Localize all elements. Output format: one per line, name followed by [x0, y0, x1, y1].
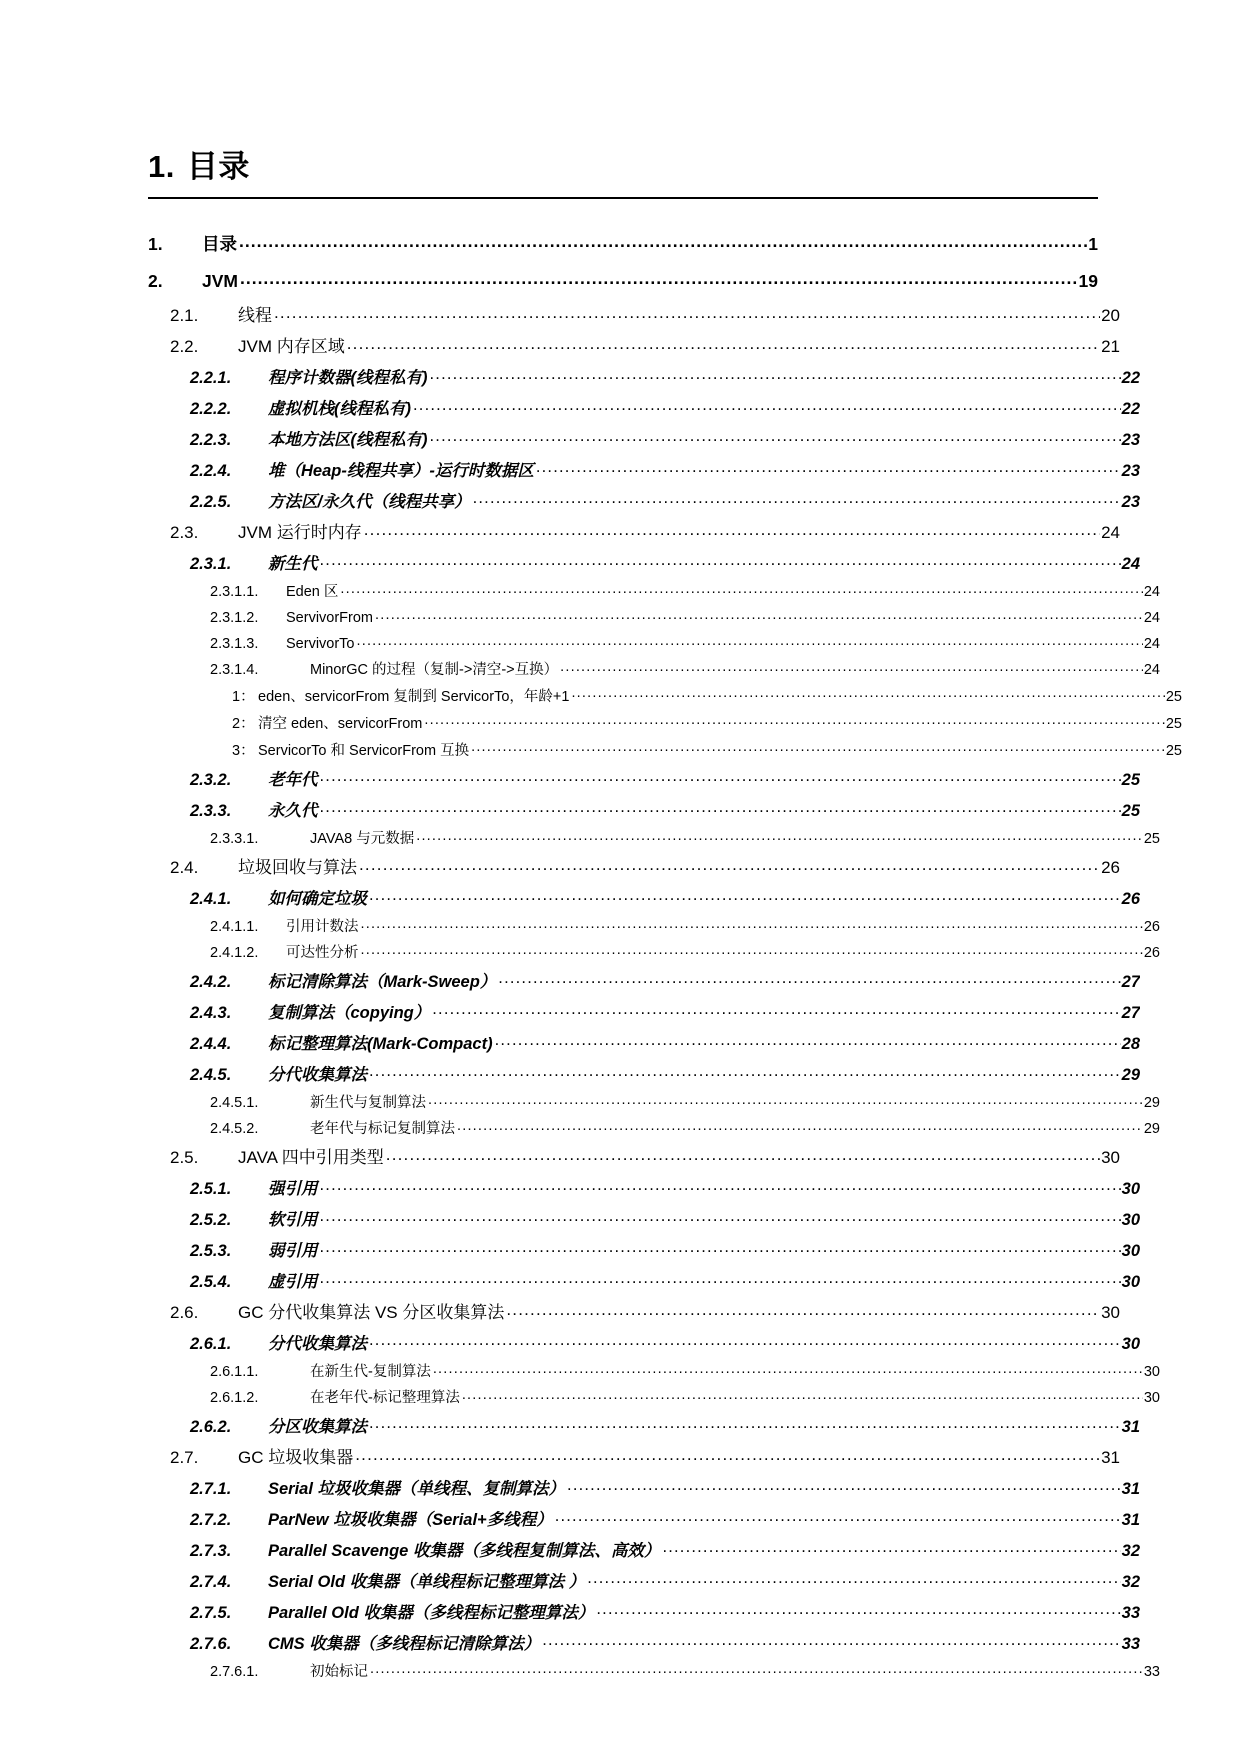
- toc-entry-page-number: 24: [1121, 554, 1140, 573]
- toc-entry[interactable]: [148, 485, 1140, 516]
- toc-entry-page-number: 30: [1143, 1390, 1160, 1407]
- toc-entry-number: 2.5.3.: [190, 1241, 232, 1260]
- toc-entry[interactable]: [148, 1472, 1140, 1503]
- toc-entry[interactable]: [148, 604, 1160, 630]
- toc-entry-page-number: 25: [1165, 688, 1182, 705]
- toc-entry-number: 2.6.1.1.: [210, 1364, 259, 1381]
- toc-entry-number: 2.4.: [170, 858, 199, 878]
- toc-leader-dots: [359, 856, 1100, 873]
- table-of-contents: [148, 225, 1182, 1684]
- toc-entry-page-number: 30: [1121, 1210, 1140, 1229]
- toc-entry-title: JVM: [202, 271, 238, 292]
- toc-entry-title: JAVA 四中引用类型: [238, 1148, 384, 1168]
- toc-entry-number: 2.2.4.: [190, 461, 232, 480]
- toc-entry-page-number: 30: [1121, 1334, 1140, 1353]
- toc-entry-page-number: 24: [1143, 584, 1160, 601]
- toc-entry-title: 复制算法（copying）: [268, 1003, 431, 1022]
- toc-entry-title: 程序计数器(线程私有): [268, 368, 428, 387]
- toc-entry-number: 1：: [232, 688, 255, 705]
- toc-entry-title: 目录: [202, 234, 237, 255]
- toc-entry-title: 在新生代-复制算法: [310, 1364, 431, 1381]
- toc-leader-dots: [357, 634, 1143, 649]
- toc-entry-number: 2.4.1.2.: [210, 945, 259, 962]
- toc-entry-page-number: 20: [1101, 306, 1120, 326]
- toc-entry-number: 2.3.2.: [190, 770, 232, 789]
- toc-leader-dots: [369, 1332, 1121, 1349]
- toc-entry-title: Parallel Scavenge 收集器（多线程复制算法、高效）: [268, 1541, 661, 1560]
- toc-entry-page-number: 30: [1121, 1179, 1140, 1198]
- toc-leader-dots: [347, 335, 1100, 352]
- toc-entry-title: 清空 eden、servicorFrom: [258, 715, 423, 732]
- toc-entry[interactable]: [148, 882, 1140, 913]
- toc-entry-number: 2.7.4.: [190, 1572, 232, 1591]
- toc-entry-number: 2.7.6.1.: [210, 1664, 259, 1681]
- toc-entry[interactable]: [148, 516, 1120, 547]
- toc-entry-page-number: 31: [1121, 1510, 1140, 1529]
- toc-entry-title: 分区收集算法: [268, 1417, 367, 1436]
- toc-entry-title: CMS 收集器（多线程标记清除算法）: [268, 1634, 541, 1653]
- toc-entry-number: 2.2.: [170, 337, 199, 357]
- toc-entry-number: 2.4.1.1.: [210, 919, 259, 936]
- toc-entry-page-number: 30: [1121, 1272, 1140, 1291]
- toc-entry[interactable]: [148, 1027, 1140, 1058]
- toc-entry[interactable]: [148, 547, 1140, 578]
- toc-entry-page-number: 30: [1101, 1303, 1120, 1323]
- toc-entry-number: 1.: [148, 234, 163, 255]
- page-title-text: 目录: [186, 149, 250, 184]
- toc-entry-number: 2.3.3.1.: [210, 831, 259, 848]
- toc-entry-title: Eden 区: [286, 584, 339, 601]
- toc-entry[interactable]: [148, 1115, 1160, 1141]
- toc-leader-dots: [596, 1601, 1120, 1618]
- toc-leader-dots: [386, 1146, 1100, 1163]
- toc-entry-number: 2.4.1.: [190, 889, 232, 908]
- toc-entry[interactable]: [148, 1327, 1140, 1358]
- toc-entry-page-number: 25: [1121, 801, 1140, 820]
- toc-entry-number: 2.2.2.: [190, 399, 232, 418]
- toc-entry-number: 2.7.: [170, 1448, 199, 1468]
- toc-entry-title: GC 垃圾收集器: [238, 1448, 354, 1468]
- toc-entry-number: 2.4.5.: [190, 1065, 232, 1084]
- toc-leader-dots: [473, 490, 1121, 507]
- toc-entry[interactable]: [148, 851, 1120, 882]
- toc-entry-number: 2.5.: [170, 1148, 199, 1168]
- toc-entry-title: 分代收集算法: [268, 1065, 367, 1084]
- toc-entry[interactable]: [148, 361, 1140, 392]
- toc-entry[interactable]: [148, 262, 1098, 299]
- toc-entry-title: ServicorTo 和 ServicorFrom 互换: [258, 742, 470, 759]
- toc-entry-number: 2.3.3.: [190, 801, 232, 820]
- toc-entry-title: 弱引用: [268, 1241, 318, 1260]
- toc-leader-dots: [240, 270, 1078, 288]
- toc-entry-title: 虚引用: [268, 1272, 318, 1291]
- toc-entry[interactable]: [148, 1534, 1140, 1565]
- toc-entry-title: 如何确定垃圾: [268, 889, 367, 908]
- toc-entry-number: 2.4.3.: [190, 1003, 232, 1022]
- toc-leader-dots: [567, 1477, 1121, 1494]
- toc-entry[interactable]: [148, 913, 1160, 939]
- toc-entry-number: 2.4.5.2.: [210, 1121, 259, 1138]
- toc-leader-dots: [320, 1177, 1121, 1194]
- toc-entry[interactable]: [148, 1410, 1140, 1441]
- toc-entry-page-number: 31: [1101, 1448, 1120, 1468]
- page-title: [148, 148, 1098, 199]
- toc-entry-title: 新生代: [268, 554, 318, 573]
- toc-entry-title: 虚拟机栈(线程私有): [268, 399, 411, 418]
- toc-leader-dots: [555, 1508, 1121, 1525]
- toc-entry-title: MinorGC 的过程（复制->清空->互换）: [310, 662, 559, 679]
- toc-entry[interactable]: [148, 1627, 1140, 1658]
- toc-entry-title: 在老年代-标记整理算法: [310, 1390, 460, 1407]
- toc-entry-number: 2.3.1.4.: [210, 662, 259, 679]
- toc-leader-dots: [369, 1415, 1121, 1432]
- toc-entry-number: 2.6.1.2.: [210, 1390, 259, 1407]
- toc-leader-dots: [361, 943, 1143, 958]
- toc-entry[interactable]: [148, 763, 1140, 794]
- toc-entry-number: 2.7.5.: [190, 1603, 232, 1622]
- toc-entry-page-number: 30: [1121, 1241, 1140, 1260]
- toc-leader-dots: [471, 740, 1165, 755]
- toc-leader-dots: [320, 552, 1121, 569]
- toc-leader-dots: [506, 1301, 1100, 1318]
- toc-entry-number: 2.3.1.: [190, 554, 232, 573]
- toc-entry-number: 2.: [148, 271, 163, 292]
- toc-entry[interactable]: [148, 299, 1120, 330]
- toc-entry-page-number: 30: [1101, 1148, 1120, 1168]
- toc-entry-number: 2.2.3.: [190, 430, 232, 449]
- toc-entry[interactable]: [148, 1565, 1140, 1596]
- toc-entry-number: 2.7.1.: [190, 1479, 232, 1498]
- toc-entry-number: 2.4.4.: [190, 1034, 232, 1053]
- toc-entry-page-number: 22: [1121, 399, 1140, 418]
- toc-leader-dots: [536, 459, 1121, 476]
- toc-entry[interactable]: [148, 1058, 1140, 1089]
- toc-entry-number: 2.6.: [170, 1303, 199, 1323]
- toc-entry-title: Parallel Old 收集器（多线程标记整理算法）: [268, 1603, 595, 1622]
- toc-entry-title: 本地方法区(线程私有): [268, 430, 428, 449]
- toc-entry-page-number: 24: [1143, 662, 1160, 679]
- toc-entry[interactable]: [148, 825, 1160, 851]
- toc-entry-title: 永久代: [268, 801, 318, 820]
- toc-entry-page-number: 25: [1121, 770, 1140, 789]
- toc-entry-number: 2.2.5.: [190, 492, 232, 511]
- toc-entry[interactable]: [148, 1265, 1140, 1296]
- toc-entry[interactable]: [148, 578, 1160, 604]
- toc-entry-title: 可达性分析: [286, 945, 359, 962]
- toc-entry[interactable]: [148, 630, 1160, 656]
- toc-entry-title: 分代收集算法: [268, 1334, 367, 1353]
- toc-entry-page-number: 1: [1088, 234, 1098, 255]
- toc-entry[interactable]: [148, 709, 1182, 736]
- toc-entry-page-number: 26: [1121, 889, 1140, 908]
- toc-entry[interactable]: [148, 1658, 1160, 1684]
- toc-entry-title: 强引用: [268, 1179, 318, 1198]
- toc-entry-number: 2.5.1.: [190, 1179, 232, 1198]
- toc-entry-number: 2.4.2.: [190, 972, 232, 991]
- toc-entry[interactable]: [148, 794, 1140, 825]
- toc-leader-dots: [428, 1093, 1143, 1108]
- toc-entry-title: Serial Old 收集器（单线程标记整理算法 ）: [268, 1572, 586, 1591]
- toc-leader-dots: [457, 1119, 1143, 1134]
- toc-entry[interactable]: [148, 1296, 1120, 1327]
- toc-entry-title: ServivorTo: [286, 636, 355, 653]
- toc-leader-dots: [662, 1539, 1120, 1556]
- toc-entry-number: 2.2.1.: [190, 368, 232, 387]
- toc-entry-page-number: 30: [1143, 1364, 1160, 1381]
- toc-entry-title: ServivorFrom: [286, 610, 374, 627]
- toc-entry-number: 2.5.4.: [190, 1272, 232, 1291]
- page-title-number: 1.: [148, 149, 175, 184]
- toc-entry-page-number: 33: [1121, 1603, 1140, 1622]
- toc-entry-title: 标记整理算法(Mark-Compact): [268, 1034, 493, 1053]
- toc-entry-number: 2.5.2.: [190, 1210, 232, 1229]
- toc-entry-page-number: 19: [1078, 271, 1098, 292]
- toc-entry[interactable]: [148, 1172, 1140, 1203]
- toc-entry-number: 2.7.6.: [190, 1634, 232, 1653]
- toc-entry[interactable]: [148, 1234, 1140, 1265]
- toc-entry-page-number: 21: [1101, 337, 1120, 357]
- toc-entry-title: JVM 内存区域: [238, 337, 345, 357]
- toc-entry[interactable]: [148, 1203, 1140, 1234]
- toc-leader-dots: [364, 521, 1100, 538]
- toc-entry[interactable]: [148, 1596, 1140, 1627]
- toc-leader-dots: [239, 233, 1087, 251]
- toc-entry-number: 2.3.1.3.: [210, 636, 259, 653]
- toc-entry-number: 2.1.: [170, 306, 199, 326]
- toc-entry[interactable]: [148, 1358, 1160, 1384]
- toc-leader-dots: [320, 1239, 1121, 1256]
- toc-leader-dots: [495, 1032, 1121, 1049]
- toc-leader-dots: [571, 686, 1164, 701]
- toc-entry-page-number: 27: [1121, 972, 1140, 991]
- toc-leader-dots: [320, 1270, 1121, 1287]
- toc-entry-number: 2.7.3.: [190, 1541, 232, 1560]
- toc-entry[interactable]: [148, 454, 1140, 485]
- toc-entry-page-number: 22: [1121, 368, 1140, 387]
- toc-entry-number: 2.3.: [170, 523, 199, 543]
- toc-leader-dots: [320, 1208, 1121, 1225]
- toc-leader-dots: [361, 917, 1143, 932]
- toc-entry-title: 堆（Heap-线程共享）-运行时数据区: [268, 461, 534, 480]
- toc-entry-title: 引用计数法: [286, 919, 359, 936]
- toc-entry-number: 3：: [232, 742, 255, 759]
- toc-leader-dots: [370, 1662, 1143, 1677]
- toc-entry-page-number: 25: [1165, 742, 1182, 759]
- toc-entry-title: 方法区/永久代（线程共享）: [268, 492, 471, 511]
- toc-leader-dots: [432, 1001, 1120, 1018]
- toc-entry[interactable]: [148, 423, 1140, 454]
- toc-entry-title: 新生代与复制算法: [310, 1095, 426, 1112]
- toc-entry-number: 2.4.5.1.: [210, 1095, 259, 1112]
- toc-leader-dots: [560, 660, 1143, 675]
- toc-leader-dots: [424, 713, 1164, 728]
- toc-entry-page-number: 26: [1101, 858, 1120, 878]
- toc-entry[interactable]: [148, 736, 1182, 763]
- toc-entry[interactable]: [148, 392, 1140, 423]
- toc-entry-title: 软引用: [268, 1210, 318, 1229]
- toc-entry-page-number: 23: [1121, 492, 1140, 511]
- toc-entry-page-number: 29: [1143, 1121, 1160, 1138]
- toc-entry-page-number: 32: [1121, 1541, 1140, 1560]
- toc-leader-dots: [430, 366, 1121, 383]
- toc-entry[interactable]: [148, 225, 1098, 262]
- toc-entry-page-number: 33: [1121, 1634, 1140, 1653]
- toc-entry-page-number: 31: [1121, 1417, 1140, 1436]
- toc-entry-number: 2：: [232, 715, 255, 732]
- toc-entry[interactable]: [148, 1503, 1140, 1534]
- toc-entry[interactable]: [148, 1089, 1160, 1115]
- toc-entry-number: 2.6.2.: [190, 1417, 232, 1436]
- toc-entry[interactable]: [148, 656, 1160, 682]
- toc-leader-dots: [498, 970, 1120, 987]
- toc-entry-title: JAVA8 与元数据: [310, 831, 415, 848]
- toc-leader-dots: [355, 1446, 1100, 1463]
- toc-entry-title: ParNew 垃圾收集器（Serial+多线程）: [268, 1510, 553, 1529]
- toc-entry-title: eden、servicorFrom 复制到 ServicorTo，年龄+1: [258, 688, 570, 705]
- toc-leader-dots: [369, 887, 1121, 904]
- toc-entry-page-number: 29: [1121, 1065, 1140, 1084]
- toc-entry-page-number: 25: [1165, 715, 1182, 732]
- toc-leader-dots: [320, 768, 1121, 785]
- toc-entry-title: Serial 垃圾收集器（单线程、复制算法）: [268, 1479, 566, 1498]
- toc-entry-title: 初始标记: [310, 1664, 368, 1681]
- toc-entry-page-number: 23: [1121, 461, 1140, 480]
- toc-entry-page-number: 26: [1143, 945, 1160, 962]
- toc-entry-page-number: 25: [1143, 831, 1160, 848]
- toc-leader-dots: [340, 582, 1142, 597]
- toc-entry-page-number: 24: [1143, 610, 1160, 627]
- toc-entry-page-number: 32: [1121, 1572, 1140, 1591]
- toc-entry-page-number: 24: [1101, 523, 1120, 543]
- toc-entry-title: 线程: [238, 306, 272, 326]
- toc-leader-dots: [587, 1570, 1120, 1587]
- toc-leader-dots: [320, 799, 1121, 816]
- toc-entry-page-number: 26: [1143, 919, 1160, 936]
- toc-entry-page-number: 29: [1143, 1095, 1160, 1112]
- toc-entry-number: 2.3.1.1.: [210, 584, 259, 601]
- toc-entry[interactable]: [148, 330, 1120, 361]
- toc-entry[interactable]: [148, 1384, 1160, 1410]
- toc-entry-title: 老年代与标记复制算法: [310, 1121, 455, 1138]
- toc-leader-dots: [413, 397, 1121, 414]
- toc-entry-title: 垃圾回收与算法: [238, 858, 357, 878]
- toc-entry-number: 2.7.2.: [190, 1510, 232, 1529]
- toc-leader-dots: [430, 428, 1121, 445]
- toc-entry[interactable]: [148, 682, 1182, 709]
- toc-entry-title: 老年代: [268, 770, 318, 789]
- toc-entry-page-number: 27: [1121, 1003, 1140, 1022]
- toc-leader-dots: [542, 1632, 1120, 1649]
- toc-leader-dots: [274, 304, 1100, 321]
- toc-entry[interactable]: [148, 1141, 1120, 1172]
- toc-entry[interactable]: [148, 996, 1140, 1027]
- toc-entry[interactable]: [148, 1441, 1120, 1472]
- toc-leader-dots: [369, 1063, 1121, 1080]
- toc-entry-page-number: 24: [1143, 636, 1160, 653]
- toc-entry-number: 2.6.1.: [190, 1334, 232, 1353]
- toc-entry-title: GC 分代收集算法 VS 分区收集算法: [238, 1303, 505, 1323]
- toc-leader-dots: [462, 1388, 1143, 1403]
- toc-entry-page-number: 23: [1121, 430, 1140, 449]
- toc-leader-dots: [375, 608, 1143, 623]
- toc-leader-dots: [433, 1362, 1143, 1377]
- toc-entry-page-number: 28: [1121, 1034, 1140, 1053]
- toc-entry-title: 标记清除算法（Mark-Sweep）: [268, 972, 497, 991]
- toc-entry[interactable]: [148, 965, 1140, 996]
- toc-entry-number: 2.3.1.2.: [210, 610, 259, 627]
- toc-leader-dots: [416, 829, 1143, 844]
- toc-entry-page-number: 31: [1121, 1479, 1140, 1498]
- toc-entry-page-number: 33: [1143, 1664, 1160, 1681]
- toc-entry[interactable]: [148, 939, 1160, 965]
- toc-entry-title: JVM 运行时内存: [238, 523, 362, 543]
